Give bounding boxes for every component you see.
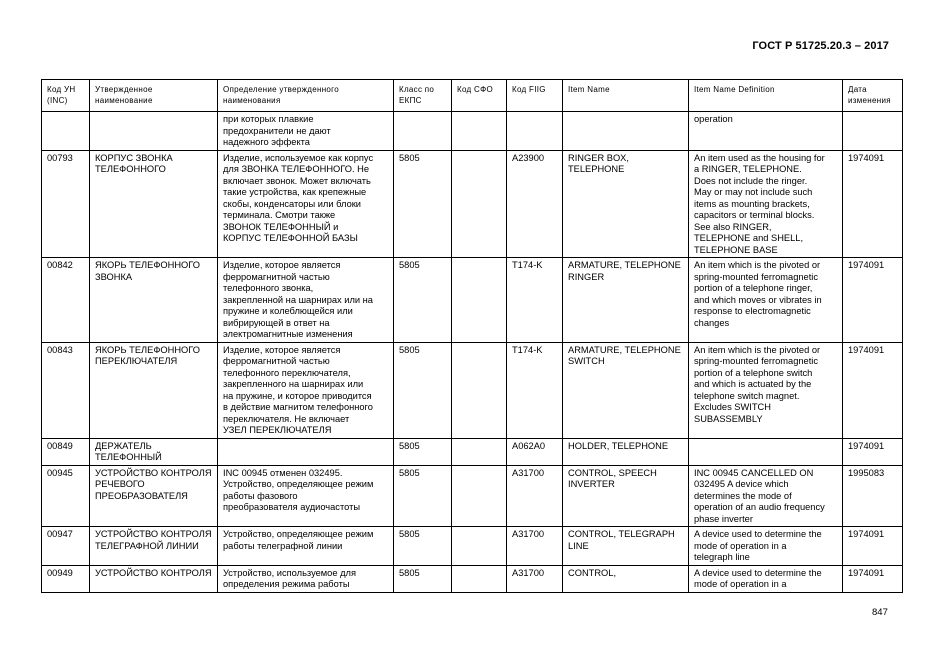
cell-item-definition-line: telephone switch magnet. [694, 390, 800, 401]
cell-item-name: CONTROL, [563, 565, 689, 592]
cell-definition-line: УЗЕЛ ПЕРЕКЛЮЧАТЕЛЯ [223, 425, 332, 435]
cell-class: 5805 [394, 565, 452, 592]
cell-date: 1974091 [843, 527, 903, 566]
page-number: 847 [872, 607, 888, 618]
cell-item-name: RINGER BOX, TELEPHONE [563, 150, 689, 258]
cell-item-definition-line: TELEPHONE and SHELL, [694, 233, 804, 243]
table-body [42, 112, 903, 593]
cell-definition-line: включает звонок. Может включать [223, 175, 371, 186]
cell-date: 1974091 [843, 565, 903, 592]
cell-date: 1974091 [843, 438, 903, 465]
cell-fiig: A062A0 [507, 438, 563, 465]
cell-fiig: A31700 [507, 565, 563, 592]
cell-item-definition [689, 565, 843, 592]
cell-item-definition-line: determines the mode of [694, 490, 792, 501]
cell-definition-line: Устройство, определяющее режим [223, 529, 374, 539]
cell-item-definition-line: Excludes SWITCH [694, 402, 771, 412]
col-header-class: Класс по ЕКПС [394, 80, 452, 112]
cell-item-definition-line: telegraph line [694, 552, 750, 562]
cell-approved-name: УСТРОЙСТВО КОНТРОЛЯ [90, 565, 218, 592]
cell-item-definition-line: and which moves or vibrates in [694, 294, 822, 305]
cell-definition-line: Изделие, используемое как корпус [223, 152, 374, 163]
cell-sfo [452, 438, 507, 465]
cell-item-name: ARMATURE, TELEPHONE RINGER [563, 258, 689, 343]
cell-item-definition [689, 342, 843, 438]
cell-item-name: ARMATURE, TELEPHONE SWITCH [563, 342, 689, 438]
col-header-definition: Определение утвержденного наименования [218, 80, 394, 112]
cell-definition [218, 565, 394, 592]
table-row [42, 565, 903, 592]
cell-sfo [452, 112, 507, 151]
col-header-fiig: Код FIIG [507, 80, 563, 112]
cell-class: 5805 [394, 438, 452, 465]
cell-inc: 00945 [42, 465, 90, 527]
cell-item-definition-line: spring-mounted ferromagnetic [694, 356, 819, 366]
col-header-inc: Код УН (INC) [42, 80, 90, 112]
col-header-item-definition: Item Name Definition [689, 80, 843, 112]
cell-definition-line: пружине и колеблющейся или [223, 306, 353, 316]
cell-inc: 00793 [42, 150, 90, 258]
table-row [42, 465, 903, 527]
cell-sfo [452, 565, 507, 592]
cell-definition-line: Изделие, которое является [223, 260, 341, 270]
cell-definition-line: закрепленной на шарнирах или на [223, 294, 373, 305]
cell-definition-line: терминала. Смотри также [223, 210, 336, 220]
cell-item-definition-line: operation of an audio frequency [694, 502, 825, 512]
cell-definition [218, 527, 394, 566]
cell-item-definition-line: A device used to determine the [694, 567, 822, 578]
cell-item-definition [689, 438, 843, 465]
cell-item-definition-line: changes [694, 317, 730, 328]
cell-item-definition-line: spring-mounted ferromagnetic [694, 271, 819, 282]
cell-class: 5805 [394, 150, 452, 258]
cell-item-definition-line: See also RINGER, [694, 221, 772, 232]
cell-item-definition-line: portion of a telephone switch [694, 367, 813, 378]
cell-definition-line: скобы, конденсаторы или блоки [223, 198, 362, 209]
cell-definition-line: предохранители не дают [223, 125, 331, 136]
table-header-row [42, 80, 903, 112]
cell-definition [218, 150, 394, 258]
cell-item-definition-line: A device used to determine the [694, 529, 822, 539]
cell-item-definition-line: response to electromagnetic [694, 306, 811, 316]
cell-definition-line: вибрирующей в ответ на [223, 317, 330, 328]
cell-definition-line: преобразователя аудиочастоты [223, 502, 361, 512]
cell-item-definition-line: portion of a telephone ringer, [694, 283, 813, 293]
cell-class: 5805 [394, 258, 452, 343]
cell-approved-name: УСТРОЙСТВО КОНТРОЛЯ ТЕЛЕГРАФНОЙ ЛИНИИ [90, 527, 218, 566]
table-row [42, 342, 903, 438]
cell-item-definition-line: SUBASSEMBLY [694, 413, 763, 424]
cell-item-definition-line: 032495 A device which [694, 479, 789, 489]
cell-definition-line: закрепленного на шарнирах или [223, 379, 364, 389]
cell-definition-line: переключателя. Не включает [223, 413, 350, 424]
cell-item-name [563, 112, 689, 151]
cell-sfo [452, 150, 507, 258]
cell-item-definition [689, 112, 843, 151]
cell-date: 1974091 [843, 150, 903, 258]
cell-definition-line: телефонного звонка, [223, 283, 314, 293]
document-header: ГОСТ Р 51725.20.3 – 2017 [752, 40, 889, 52]
cell-definition-line: работы телеграфной линии [223, 540, 343, 551]
cell-item-definition-line: mode of operation in a [694, 579, 787, 589]
col-header-sfo: Код СФО [452, 80, 507, 112]
cell-definition-line: надежного эффекта [223, 137, 310, 147]
cell-item-name: CONTROL, TELEGRAPH LINE [563, 527, 689, 566]
cell-item-definition-line: TELEPHONE BASE [694, 244, 778, 255]
cell-date [843, 112, 903, 151]
cell-definition-line: при которых плавкие [223, 114, 314, 124]
cell-date: 1974091 [843, 342, 903, 438]
cell-inc [42, 112, 90, 151]
col-header-approved-name: Утвержденное наименование [90, 80, 218, 112]
cell-date: 1995083 [843, 465, 903, 527]
table-row [42, 527, 903, 566]
cell-definition [218, 258, 394, 343]
cell-definition-line: работы фазового [223, 490, 298, 501]
cell-sfo [452, 465, 507, 527]
col-header-item-name: Item Name [563, 80, 689, 112]
cell-inc: 00949 [42, 565, 90, 592]
cell-definition-line: Устройство, используемое для [223, 567, 356, 578]
cell-item-definition [689, 527, 843, 566]
col-header-date: Дата изменения [843, 80, 903, 112]
cell-item-definition-line: operation [694, 114, 733, 124]
cell-item-definition-line: Does not include the ringer. [694, 175, 808, 186]
cell-inc: 00849 [42, 438, 90, 465]
table-row [42, 150, 903, 258]
cell-fiig: A31700 [507, 465, 563, 527]
cell-class: 5805 [394, 527, 452, 566]
cell-sfo [452, 527, 507, 566]
cell-definition-line: телефонного переключателя, [223, 367, 351, 378]
cell-definition-line: INC 00945 отменен 032495. [223, 467, 343, 478]
cell-approved-name: ЯКОРЬ ТЕЛЕФОННОГО ПЕРЕКЛЮЧАТЕЛЯ [90, 342, 218, 438]
cell-definition-line: ферромагнитной частью [223, 271, 330, 282]
table-row [42, 438, 903, 465]
cell-definition-line: такие устройства, как крепежные [223, 187, 367, 197]
table-row [42, 112, 903, 151]
table-row [42, 258, 903, 343]
cell-fiig [507, 112, 563, 151]
cell-sfo [452, 258, 507, 343]
cell-item-definition-line: An item which is the pivoted or [694, 344, 821, 355]
cell-approved-name [90, 112, 218, 151]
cell-inc: 00947 [42, 527, 90, 566]
cell-definition-line: на пружине, и которое приводится [223, 390, 372, 401]
cell-approved-name: УСТРОЙСТВО КОНТРОЛЯ РЕЧЕВОГО ПРЕОБРАЗОВАТЕЛЯ [90, 465, 218, 527]
cell-definition [218, 112, 394, 151]
cell-approved-name: ДЕРЖАТЕЛЬ ТЕЛЕФОННЫЙ [90, 438, 218, 465]
cell-definition [218, 465, 394, 527]
cell-definition-line: ферромагнитной частью [223, 356, 330, 366]
cell-fiig: A31700 [507, 527, 563, 566]
cell-item-definition-line: items as mounting brackets, [694, 198, 810, 209]
cell-item-definition-line: May or may not include such [694, 187, 813, 197]
cell-item-definition-line: INC 00945 CANCELLED ON [694, 467, 814, 478]
cell-fiig: T174-K [507, 342, 563, 438]
cell-item-definition-line: capacitors or terminal blocks. [694, 210, 815, 220]
cell-item-definition-line: mode of operation in a [694, 540, 787, 551]
cell-class [394, 112, 452, 151]
cell-definition-line: ЗВОНОК ТЕЛЕФОННЫЙ и [223, 221, 339, 232]
cell-sfo [452, 342, 507, 438]
cell-inc: 00842 [42, 258, 90, 343]
cell-definition-line: для ЗВОНКА ТЕЛЕФОННОГО. Не [223, 164, 370, 174]
cell-item-definition [689, 258, 843, 343]
cell-definition-line: КОРПУС ТЕЛЕФОННОЙ БАЗЫ [223, 233, 358, 243]
cell-item-definition-line: An item used as the housing for [694, 152, 825, 163]
cell-definition [218, 438, 394, 465]
cell-approved-name: ЯКОРЬ ТЕЛЕФОННОГО ЗВОНКА [90, 258, 218, 343]
cell-fiig: T174-K [507, 258, 563, 343]
cell-approved-name: КОРПУС ЗВОНКА ТЕЛЕФОННОГО [90, 150, 218, 258]
nsn-table [41, 79, 903, 593]
cell-inc: 00843 [42, 342, 90, 438]
cell-class: 5805 [394, 465, 452, 527]
cell-item-definition [689, 150, 843, 258]
cell-fiig: A23900 [507, 150, 563, 258]
cell-definition-line: Изделие, которое является [223, 344, 341, 355]
cell-item-definition-line: a RINGER, TELEPHONE. [694, 164, 802, 174]
cell-definition [218, 342, 394, 438]
cell-item-definition-line: An item which is the pivoted or [694, 260, 821, 270]
cell-definition-line: определения режима работы [223, 579, 350, 589]
cell-item-name: HOLDER, TELEPHONE [563, 438, 689, 465]
cell-item-definition [689, 465, 843, 527]
cell-class: 5805 [394, 342, 452, 438]
cell-definition-line: электромагнитные изменения [223, 329, 353, 339]
cell-item-definition-line: phase inverter [694, 513, 753, 524]
cell-definition-line: Устройство, определяющее режим [223, 479, 374, 489]
cell-item-definition-line: and which is actuated by the [694, 379, 812, 389]
cell-date: 1974091 [843, 258, 903, 343]
cell-definition-line: в действие магнитом телефонного [223, 402, 373, 412]
cell-item-name: CONTROL, SPEECH INVERTER [563, 465, 689, 527]
